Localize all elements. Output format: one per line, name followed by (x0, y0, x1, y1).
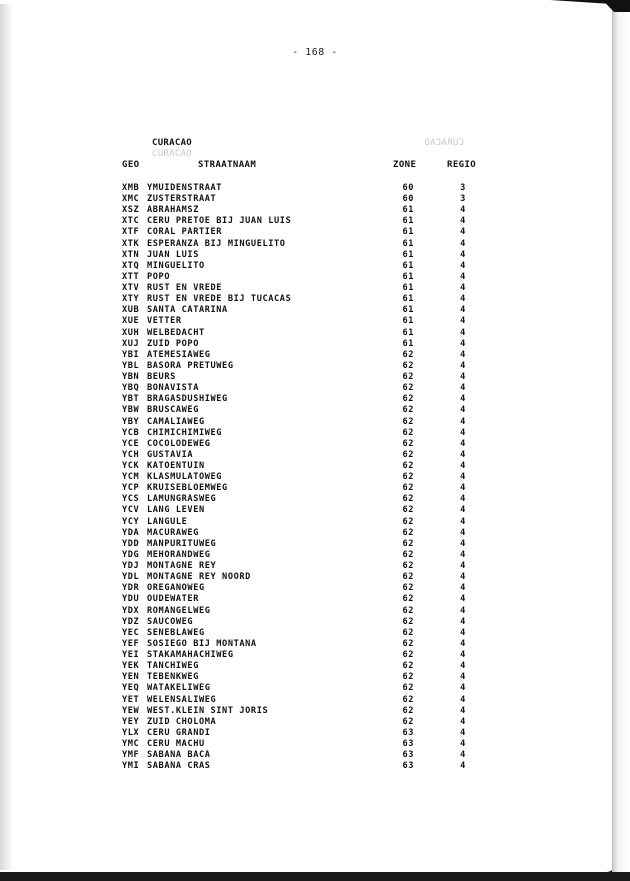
street-name: WELENSALIWEG (147, 694, 217, 705)
zone-value: 62 (402, 461, 414, 471)
geo-code: YDR (122, 583, 140, 594)
geo-code: XUB (122, 305, 140, 316)
street-name: SENEBLAWEG (147, 627, 205, 638)
table-row (0, 472, 630, 483)
regio-value: 4 (460, 372, 466, 383)
regio-value: 4 (460, 271, 466, 282)
zone-value: 62 (402, 516, 414, 527)
regio-value: 4 (460, 683, 466, 694)
table-row (0, 717, 630, 728)
street-name: BEURS (147, 372, 176, 383)
zone-value: 61 (402, 271, 414, 282)
street-name: MANPURITUWEG (147, 538, 217, 549)
zone-value: 61 (402, 294, 414, 305)
zone-value: 61 (402, 260, 414, 271)
street-name: CAMALIAWEG (147, 416, 205, 427)
geo-code: XTC (122, 216, 140, 227)
table-row (0, 550, 630, 561)
table-row (0, 305, 630, 316)
street-name: SABANA BACA (147, 750, 211, 761)
street-name: ATEMESIAWEG (147, 349, 211, 360)
geo-code: XMB (122, 183, 140, 193)
table-row (0, 383, 630, 394)
table-row (0, 205, 630, 216)
geo-code: YDA (122, 527, 140, 538)
street-name: SOSIEGO BIJ MONTANA (147, 638, 257, 649)
street-name: CORAL PARTIER (147, 227, 223, 238)
street-name: KATOENTUIN (147, 461, 205, 471)
regio-value: 4 (460, 327, 466, 338)
zone-value: 62 (402, 583, 414, 594)
regio-value: 4 (460, 638, 466, 649)
regio-value: 4 (460, 483, 466, 494)
street-name: SANTA CATARINA (147, 305, 228, 316)
regio-value: 4 (460, 616, 466, 627)
street-name: COCOLODEWEG (147, 438, 211, 449)
zone-value: 62 (402, 627, 414, 638)
regio-value: 4 (460, 672, 466, 683)
street-name: ZUSTERSTRAAT (147, 194, 217, 205)
regio-value: 4 (460, 449, 466, 460)
regio-value: 4 (460, 694, 466, 705)
regio-value: 4 (460, 605, 466, 616)
geo-code: XTK (122, 238, 140, 249)
table-row (0, 628, 630, 639)
zone-value: 60 (402, 183, 414, 193)
regio-value: 4 (460, 472, 466, 483)
table-row (0, 505, 630, 516)
zone-value: 62 (402, 705, 414, 716)
regio-value: 4 (460, 750, 466, 761)
table-row (0, 639, 630, 650)
geo-code: YCM (122, 472, 140, 483)
table-row (0, 650, 630, 661)
geo-code: YCH (122, 449, 140, 460)
geo-code: YCS (122, 494, 140, 505)
zone-value: 62 (402, 383, 414, 394)
regio-value: 4 (460, 260, 466, 271)
street-name: RUST EN VREDE BIJ TUCACAS (147, 294, 292, 305)
street-name: OREGANOWEG (147, 583, 205, 594)
table-row (0, 728, 630, 739)
zone-value: 62 (402, 616, 414, 627)
geo-code: YDJ (122, 561, 140, 572)
zone-value: 62 (402, 360, 414, 371)
table-row (0, 739, 630, 750)
table-row (0, 528, 630, 539)
street-name: BASORA PRETUWEG (147, 360, 234, 371)
geo-code: YBN (122, 372, 140, 383)
geo-code: YDU (122, 594, 140, 605)
street-name: VETTER (147, 316, 182, 327)
street-name: ZUID POPO (147, 338, 199, 349)
zone-value: 61 (402, 316, 414, 327)
geo-code: YBQ (122, 383, 140, 394)
geo-code: YDG (122, 549, 140, 560)
regio-value: 4 (460, 661, 466, 672)
geo-code: XTN (122, 249, 140, 260)
regio-value: 4 (460, 349, 466, 360)
geo-code: YEK (122, 661, 140, 672)
street-name: TANCHIWEG (147, 661, 199, 672)
regio-value: 4 (460, 727, 466, 738)
zone-value: 62 (402, 638, 414, 649)
regio-value: 4 (460, 716, 466, 727)
zone-value: 62 (402, 561, 414, 572)
table-row (0, 372, 630, 383)
regio-value: 4 (460, 283, 466, 294)
regio-value: 4 (460, 427, 466, 438)
zone-value: 61 (402, 305, 414, 316)
zone-value: 62 (402, 716, 414, 727)
table-row (0, 216, 630, 227)
zone-value: 62 (402, 349, 414, 360)
street-name: LANG LEVEN (147, 505, 205, 516)
zone-value: 62 (402, 449, 414, 460)
zone-value: 62 (402, 594, 414, 605)
table-row (0, 617, 630, 628)
table-row (0, 183, 630, 194)
regio-value: 4 (460, 316, 466, 327)
street-name: KRUISEBLOEMWEG (147, 483, 228, 494)
street-name: GUSTAVIA (147, 449, 194, 460)
street-name: ESPERANZA BIJ MINGUELITO (147, 238, 286, 249)
zone-value: 62 (402, 605, 414, 616)
geo-code: YEI (122, 650, 140, 661)
table-row (0, 539, 630, 550)
street-name: MONTAGNE REY (147, 561, 217, 572)
regio-value: 3 (460, 183, 466, 193)
regio-value: 4 (460, 438, 466, 449)
zone-value: 63 (402, 750, 414, 761)
street-name: MONTAGNE REY NOORD (147, 572, 251, 583)
geo-code: YEN (122, 672, 140, 683)
regio-value: 4 (460, 383, 466, 394)
geo-code: XUH (122, 327, 140, 338)
geo-code: XUJ (122, 338, 140, 349)
table-row (0, 561, 630, 572)
zone-value: 62 (402, 505, 414, 516)
street-name: BONAVISTA (147, 383, 199, 394)
table-row (0, 294, 630, 305)
table-row (0, 683, 630, 694)
geo-code: YLX (122, 727, 140, 738)
geo-code: XSZ (122, 205, 140, 216)
geo-code: XTY (122, 294, 140, 305)
geo-code: YDL (122, 572, 140, 583)
street-name: WEST.KLEIN SINT JORIS (147, 705, 269, 716)
street-name: STAKAMAHACHIWEG (147, 650, 234, 661)
zone-value: 62 (402, 572, 414, 583)
table-row (0, 339, 630, 350)
regio-value: 4 (460, 572, 466, 583)
table-row (0, 583, 630, 594)
header-zone: ZONE (393, 160, 417, 170)
zone-value: 61 (402, 216, 414, 227)
regio-value: 4 (460, 205, 466, 216)
table-row (0, 450, 630, 461)
geo-code: YDX (122, 605, 140, 616)
street-name: CERU MACHU (147, 739, 205, 749)
regio-value: 4 (460, 505, 466, 516)
geo-code: YDD (122, 538, 140, 549)
table-row (0, 672, 630, 683)
regio-value: 4 (460, 249, 466, 260)
geo-code: YCP (122, 483, 140, 494)
geo-code: YEY (122, 716, 140, 727)
regio-value: 4 (460, 705, 466, 716)
bleed-through-country: CURACAO (152, 149, 193, 159)
regio-value: 4 (460, 338, 466, 349)
street-name: MEHORANDWEG (147, 549, 211, 560)
zone-value: 63 (402, 739, 414, 749)
street-name: LAMUNGRASWEG (147, 494, 217, 505)
zone-value: 63 (402, 761, 414, 772)
table-row (0, 761, 630, 772)
table-row (0, 661, 630, 672)
geo-code: YMC (122, 739, 140, 749)
zone-value: 63 (402, 727, 414, 738)
zone-value: 62 (402, 483, 414, 494)
regio-value: 4 (460, 494, 466, 505)
regio-value: 4 (460, 739, 466, 749)
regio-value: 4 (460, 216, 466, 227)
regio-value: 4 (460, 360, 466, 371)
regio-value: 4 (460, 238, 466, 249)
zone-value: 62 (402, 672, 414, 683)
geo-code: XTF (122, 227, 140, 238)
geo-code: YBI (122, 349, 140, 360)
table-row (0, 517, 630, 528)
table-row (0, 350, 630, 361)
table-row (0, 750, 630, 761)
table-row (0, 483, 630, 494)
street-name: BRUSCAWEG (147, 405, 199, 416)
table-row (0, 250, 630, 261)
regio-value: 4 (460, 549, 466, 560)
street-name: CERU GRANDI (147, 727, 211, 738)
regio-value: 4 (460, 561, 466, 572)
country-heading: CURACAO (152, 138, 193, 148)
page-number: - 168 - (292, 47, 338, 58)
zone-value: 62 (402, 372, 414, 383)
regio-value: 4 (460, 294, 466, 305)
table-row (0, 428, 630, 439)
table-row (0, 606, 630, 617)
street-name: ZUID CHOLOMA (147, 716, 217, 727)
geo-code: YBL (122, 360, 140, 371)
table-row (0, 227, 630, 238)
zone-value: 61 (402, 283, 414, 294)
street-name: WELBEDACHT (147, 327, 205, 338)
geo-code: XMC (122, 194, 140, 205)
table-row (0, 461, 630, 472)
geo-code: YDZ (122, 616, 140, 627)
regio-value: 4 (460, 627, 466, 638)
table-row (0, 361, 630, 372)
street-name: YMUIDENSTRAAT (147, 183, 223, 193)
header-geo: GEO (122, 160, 140, 170)
regio-value: 4 (460, 461, 466, 471)
zone-value: 62 (402, 405, 414, 416)
geo-code: YCK (122, 461, 140, 471)
regio-value: 3 (460, 194, 466, 205)
street-name: RUST EN VREDE (147, 283, 223, 294)
zone-value: 62 (402, 549, 414, 560)
geo-code: YBY (122, 416, 140, 427)
street-name: BRAGASDUSHIWEG (147, 394, 228, 405)
table-row (0, 394, 630, 405)
table-row (0, 194, 630, 205)
geo-code: YCY (122, 516, 140, 527)
street-name: MINGUELITO (147, 260, 205, 271)
table-row (0, 405, 630, 416)
street-name: TEBENKWEG (147, 672, 199, 683)
zone-value: 61 (402, 227, 414, 238)
regio-value: 4 (460, 516, 466, 527)
regio-value: 4 (460, 305, 466, 316)
zone-value: 62 (402, 650, 414, 661)
geo-code: YEC (122, 627, 140, 638)
table-row (0, 283, 630, 294)
zone-value: 62 (402, 694, 414, 705)
street-name: SAUCOWEG (147, 616, 194, 627)
zone-value: 62 (402, 427, 414, 438)
zone-value: 62 (402, 472, 414, 483)
regio-value: 4 (460, 650, 466, 661)
geo-code: YMI (122, 761, 140, 772)
regio-value: 4 (460, 538, 466, 549)
geo-code: YCE (122, 438, 140, 449)
regio-value: 4 (460, 583, 466, 594)
table-row (0, 695, 630, 706)
zone-value: 61 (402, 249, 414, 260)
street-name: POPO (147, 271, 171, 282)
street-name: LANGULE (147, 516, 188, 527)
geo-code: YBW (122, 405, 140, 416)
zone-value: 62 (402, 494, 414, 505)
geo-code: XTQ (122, 260, 140, 271)
zone-value: 60 (402, 194, 414, 205)
table-row (0, 261, 630, 272)
table-row (0, 316, 630, 327)
regio-value: 4 (460, 227, 466, 238)
street-name: OUDEWATER (147, 594, 199, 605)
street-name: ROMANGELWEG (147, 605, 211, 616)
zone-value: 62 (402, 416, 414, 427)
regio-value: 4 (460, 394, 466, 405)
table-row (0, 494, 630, 505)
table-row (0, 706, 630, 717)
geo-code: YCB (122, 427, 140, 438)
zone-value: 61 (402, 205, 414, 216)
geo-code: YBT (122, 394, 140, 405)
street-name: WATAKELIWEG (147, 683, 211, 694)
street-name: KLASMULATOWEG (147, 472, 223, 483)
street-name: ABRAHAMSZ (147, 205, 199, 216)
regio-value: 4 (460, 405, 466, 416)
street-name: CERU PRETOE BIJ JUAN LUIS (147, 216, 292, 227)
geo-code: YMF (122, 750, 140, 761)
zone-value: 62 (402, 538, 414, 549)
zone-value: 62 (402, 527, 414, 538)
zone-value: 62 (402, 683, 414, 694)
street-name: JUAN LUIS (147, 249, 199, 260)
regio-value: 4 (460, 594, 466, 605)
table-row (0, 328, 630, 339)
table-row (0, 417, 630, 428)
header-straatnaam: STRAATNAAM (198, 160, 257, 170)
table-row (0, 439, 630, 450)
geo-code: YET (122, 694, 140, 705)
geo-code: YCV (122, 505, 140, 516)
zone-value: 62 (402, 394, 414, 405)
zone-value: 61 (402, 338, 414, 349)
geo-code: YEW (122, 705, 140, 716)
regio-value: 4 (460, 761, 466, 772)
geo-code: XUE (122, 316, 140, 327)
geo-code: YEF (122, 638, 140, 649)
zone-value: 61 (402, 238, 414, 249)
table-row (0, 594, 630, 605)
street-name: CHIMICHIMIWEG (147, 427, 223, 438)
zone-value: 62 (402, 661, 414, 672)
zone-value: 61 (402, 327, 414, 338)
bleed-through-country-mirrored: CURACAO (424, 138, 465, 148)
regio-value: 4 (460, 527, 466, 538)
zone-value: 62 (402, 438, 414, 449)
table-row (0, 572, 630, 583)
regio-value: 4 (460, 416, 466, 427)
geo-code: YEQ (122, 683, 140, 694)
table-row (0, 272, 630, 283)
geo-code: XTV (122, 283, 140, 294)
table-row (0, 239, 630, 250)
street-name: SABANA CRAS (147, 761, 211, 772)
street-name: MACURAWEG (147, 527, 199, 538)
geo-code: XTT (122, 271, 140, 282)
header-regio: REGIO (447, 160, 477, 170)
